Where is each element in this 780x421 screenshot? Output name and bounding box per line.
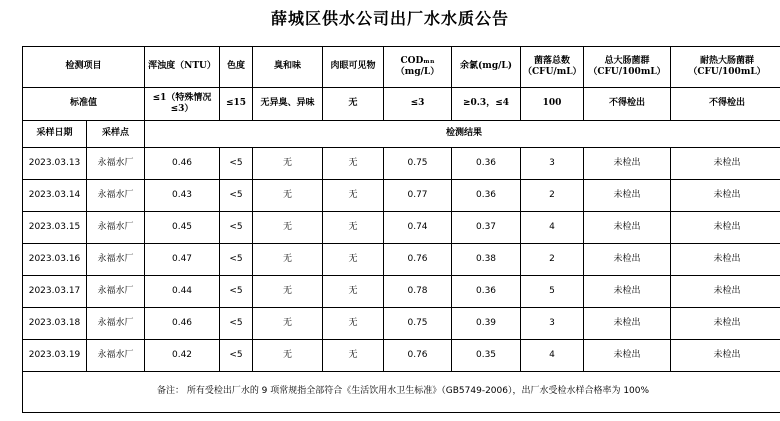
result-cell: 4 xyxy=(521,212,584,244)
sample-point: 永福水厂 xyxy=(87,244,145,276)
result-cell: 3 xyxy=(521,308,584,340)
header-param: 菌落总数（CFU/mL） xyxy=(521,47,584,88)
result-cell: 0.39 xyxy=(452,308,521,340)
sample-date: 2023.03.19 xyxy=(23,340,87,372)
standard-value: ≥0.3，≤4 xyxy=(452,88,521,121)
result-cell: 0.77 xyxy=(384,180,452,212)
standard-value: 不得检出 xyxy=(584,88,671,121)
result-cell: 无 xyxy=(253,340,323,372)
header-param: 浑浊度（NTU） xyxy=(145,47,220,88)
result-cell: 无 xyxy=(253,212,323,244)
result-cell: 无 xyxy=(253,276,323,308)
standard-row xyxy=(23,88,780,121)
result-cell: 无 xyxy=(323,180,384,212)
result-cell: 无 xyxy=(323,308,384,340)
result-cell: 2 xyxy=(521,180,584,212)
result-cell: 无 xyxy=(323,212,384,244)
header-param: 臭和味 xyxy=(253,47,323,88)
standard-value: ≤15 xyxy=(220,88,253,121)
header-param: 余氯(mg/L) xyxy=(452,47,521,88)
header-param: 总大肠菌群（CFU/100mL） xyxy=(584,47,671,88)
standard-label: 标准值 xyxy=(23,88,145,121)
standard-value: 100 xyxy=(521,88,584,121)
table-row xyxy=(23,212,780,244)
table-row xyxy=(23,308,780,340)
result-cell: 未检出 xyxy=(584,244,671,276)
result-cell: 无 xyxy=(323,148,384,180)
result-cell: 0.76 xyxy=(384,244,452,276)
table-row xyxy=(23,276,780,308)
header-param: 肉眼可见物 xyxy=(323,47,384,88)
standard-value: ≤1（特殊情况≤3） xyxy=(145,88,220,121)
water-quality-table xyxy=(22,46,780,413)
subheader-point: 采样点 xyxy=(87,121,145,148)
standard-value: 无 xyxy=(323,88,384,121)
result-cell: 3 xyxy=(521,148,584,180)
sample-date: 2023.03.17 xyxy=(23,276,87,308)
result-cell: 0.75 xyxy=(384,308,452,340)
result-cell: <5 xyxy=(220,244,253,276)
table-row xyxy=(23,180,780,212)
result-cell: 无 xyxy=(253,244,323,276)
sample-date: 2023.03.15 xyxy=(23,212,87,244)
result-cell: 0.36 xyxy=(452,148,521,180)
sample-point: 永福水厂 xyxy=(87,148,145,180)
result-cell: 未检出 xyxy=(671,308,780,340)
result-cell: 0.78 xyxy=(384,276,452,308)
result-cell: 未检出 xyxy=(584,180,671,212)
result-cell: 未检出 xyxy=(584,276,671,308)
result-cell: 0.38 xyxy=(452,244,521,276)
standard-value: 无异臭、异味 xyxy=(253,88,323,121)
result-cell: 0.43 xyxy=(145,180,220,212)
sample-date: 2023.03.16 xyxy=(23,244,87,276)
result-cell: 未检出 xyxy=(671,276,780,308)
table-row xyxy=(23,244,780,276)
table-row xyxy=(23,340,780,372)
sample-point: 永福水厂 xyxy=(87,308,145,340)
result-cell: 0.46 xyxy=(145,308,220,340)
result-cell: 0.35 xyxy=(452,340,521,372)
header-param: CODₘₙ（mg/L） xyxy=(384,47,452,88)
subheader-date: 采样日期 xyxy=(23,121,87,148)
result-cell: 0.36 xyxy=(452,276,521,308)
note-row xyxy=(23,372,780,413)
page-title: 薛城区供水公司出厂水水质公告 xyxy=(270,9,509,28)
result-cell: 2 xyxy=(521,244,584,276)
result-cell: 0.47 xyxy=(145,244,220,276)
result-cell: 无 xyxy=(253,148,323,180)
result-cell: 未检出 xyxy=(671,180,780,212)
result-cell: 未检出 xyxy=(671,340,780,372)
note-text: 备注： 所有受检出厂水的 9 项常规指全部符合《生活饮用水卫生标准》（GB5749-2006），出厂水受检水样合格率为 100% xyxy=(23,372,780,413)
result-cell: <5 xyxy=(220,308,253,340)
result-cell: 无 xyxy=(323,340,384,372)
result-cell: 5 xyxy=(521,276,584,308)
result-cell: 无 xyxy=(323,244,384,276)
result-cell: 无 xyxy=(253,308,323,340)
result-cell: 无 xyxy=(253,180,323,212)
sample-date: 2023.03.18 xyxy=(23,308,87,340)
sample-point: 永福水厂 xyxy=(87,340,145,372)
header-param: 色度 xyxy=(220,47,253,88)
result-cell: 0.42 xyxy=(145,340,220,372)
table-row xyxy=(23,148,780,180)
result-cell: 0.76 xyxy=(384,340,452,372)
result-cell: 未检出 xyxy=(584,308,671,340)
result-cell: <5 xyxy=(220,148,253,180)
result-cell: 未检出 xyxy=(671,148,780,180)
result-cell: <5 xyxy=(220,180,253,212)
sample-point: 永福水厂 xyxy=(87,180,145,212)
sample-point: 永福水厂 xyxy=(87,276,145,308)
subheader-results: 检测结果 xyxy=(145,121,780,148)
sample-date: 2023.03.13 xyxy=(23,148,87,180)
sample-point: 永福水厂 xyxy=(87,212,145,244)
result-cell: <5 xyxy=(220,276,253,308)
standard-value: ≤3 xyxy=(384,88,452,121)
result-cell: <5 xyxy=(220,340,253,372)
result-cell: 4 xyxy=(521,340,584,372)
result-cell: 未检出 xyxy=(671,212,780,244)
result-cell: 0.44 xyxy=(145,276,220,308)
result-cell: 0.37 xyxy=(452,212,521,244)
result-cell: 无 xyxy=(323,276,384,308)
result-cell: 0.45 xyxy=(145,212,220,244)
result-cell: 未检出 xyxy=(584,212,671,244)
result-cell: 0.46 xyxy=(145,148,220,180)
result-cell: 0.36 xyxy=(452,180,521,212)
result-cell: 未检出 xyxy=(584,148,671,180)
result-cell: 未检出 xyxy=(671,244,780,276)
result-cell: <5 xyxy=(220,212,253,244)
sample-date: 2023.03.14 xyxy=(23,180,87,212)
subheader-row xyxy=(23,121,780,148)
standard-value: 不得检出 xyxy=(671,88,780,121)
header-param: 耐热大肠菌群（CFU/100mL） xyxy=(671,47,780,88)
header-row xyxy=(23,47,780,88)
result-cell: 未检出 xyxy=(584,340,671,372)
header-item: 检测项目 xyxy=(23,47,145,88)
result-cell: 0.74 xyxy=(384,212,452,244)
result-cell: 0.75 xyxy=(384,148,452,180)
